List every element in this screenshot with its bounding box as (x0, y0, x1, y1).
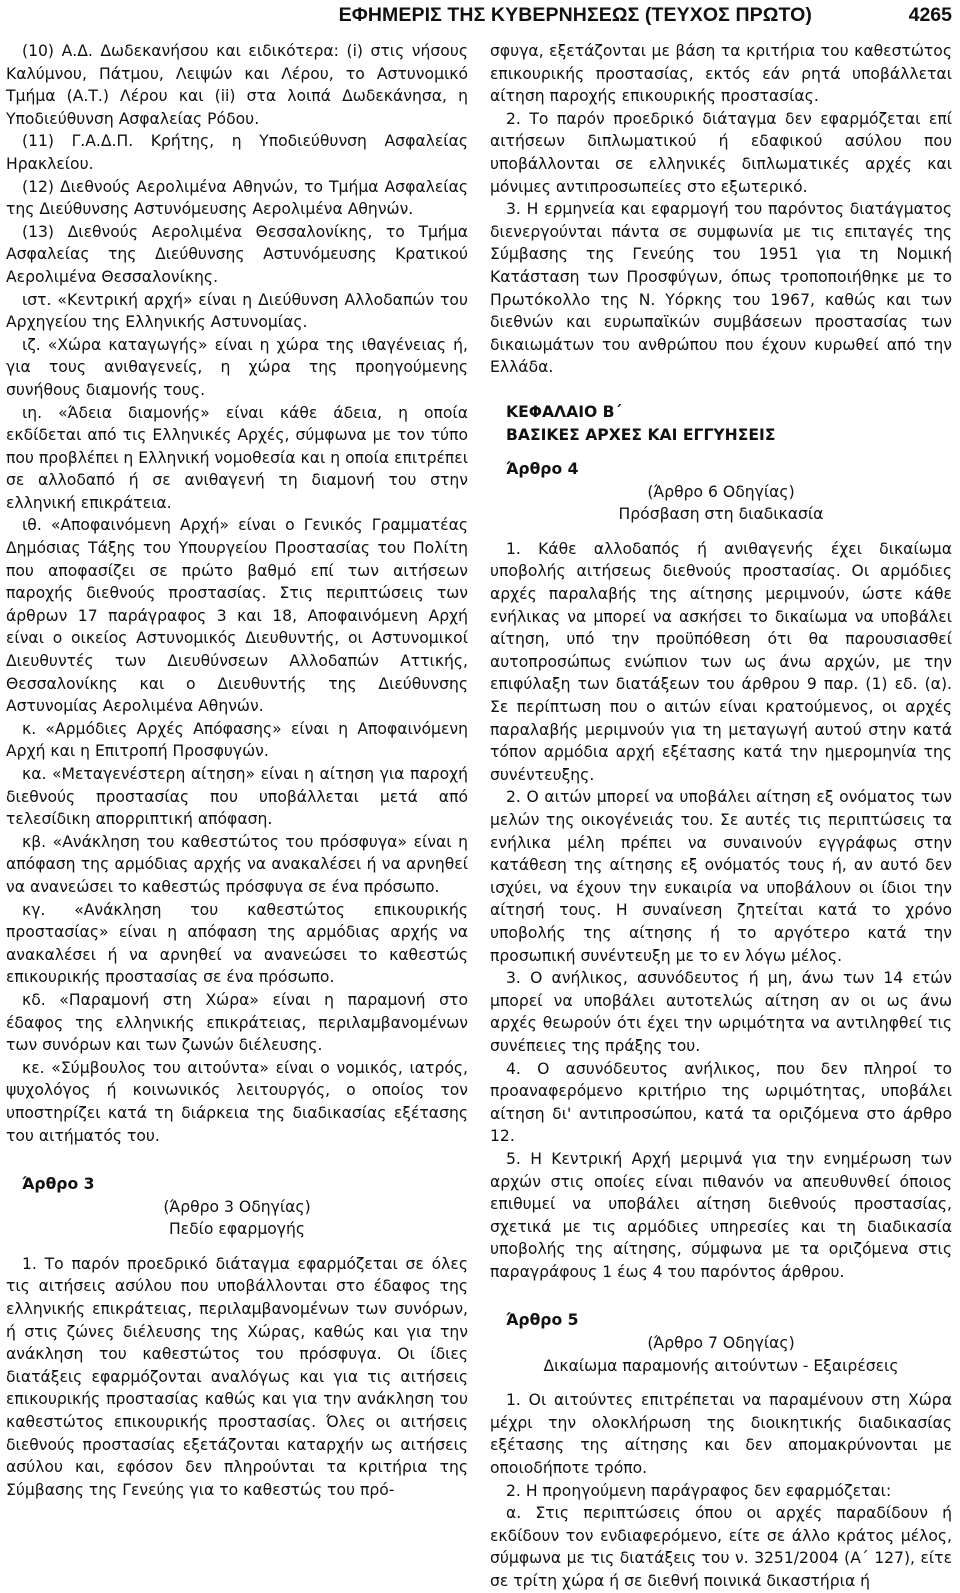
paragraph: κβ. «Ανάκληση του καθεστώτος του πρόσφυγα» είναι η απόφαση της αρμόδιας αρχής να ανακαλέσει ή να αρνηθεί να ανανεώσει το καθεστώς πρόσφυγα σε ένα πρόσωπο. (6, 832, 468, 896)
chapter-title: ΚΕΦΑΛΑΙΟ Β΄ (506, 402, 622, 421)
paragraph: κα. «Μεταγενέστερη αίτηση» είναι η αίτηση για παροχή διεθνούς προστασίας που υποβάλλεται μετά από τελεσίδικη απορριπτική απόφαση. (6, 765, 468, 829)
article-5-subtitle: Δικαίωμα παραμονής αιτούντων - Εξαιρέσεις (543, 1356, 899, 1375)
paragraph: (13) Διεθνούς Αερολιμένα Θεσσαλονίκης, το Τμήμα Ασφαλείας της Διεύθυνσης Αστυνόμευσης Κρατικού Αερολιμένα Θεσσαλονίκης. (6, 222, 468, 286)
paragraph: 5. Η Κεντρική Αρχή μεριμνά για την ενημέρωση των αρχών στις οποίες είναι πιθανόν να απευθυνθεί όποιος επιθυμεί να υποβάλει αίτηση διεθνούς προστασίας, σχετικά με τις αρμόδιες υπηρεσίες και τη διαδικασία υποβολής της αίτησης, σύμφωνα με τα οριζόμενα στις παραγράφους 1 έως 4 του παρόντος άρθρου. (490, 1149, 952, 1281)
article-5-ref: (Άρθρο 7 Οδηγίας) (647, 1334, 795, 1353)
paragraph: (10) Α.Δ. Δωδεκανήσου και ειδικότερα: (i) στις νήσους Καλύμνου, Πάτμου, Λειψών και Λέρου, το Αστυνομικό Τμήμα (Α.Τ.) Λέρου και (ii) στα λοιπά Δωδεκάνησα, η Υποδιεύθυνση Ασφαλείας Ρόδου. (6, 42, 468, 128)
article-3-title: Άρθρο 3 (22, 1175, 95, 1194)
paragraph: 3. Η ερμηνεία και εφαρμογή του παρόντος διατάγματος διενεργούνται πάντα σε συμφωνία με τις επιταγές της Σύμβασης της Γενεύης του 1951 για τη Νομική Κατάσταση των Προσφύγων, όπως τροποποιήθηκε με το Πρωτόκολλο της Ν. Υόρκης του 1967, καθώς και των διεθνών και ευρωπαϊκών συμβάσεων προστασίας των δικαιωμάτων του ανθρώπου που έχουν κυρωθεί από την Ελλάδα. (490, 200, 952, 377)
paragraph: ιθ. «Αποφαινόμενη Αρχή» είναι ο Γενικός Γραμματέας Δημόσιας Τάξης του Υπουργείου Προστασίας του Πολίτη που αποφασίζει σε πρώτο βαθμό επί των αιτήσεων παροχής διεθνούς προστασίας. Στις περιπτώσεις των άρθρων 17 παράγραφος 3 και 18, Αποφαινόμενη Αρχή είναι ο οικείος Αστυνομικός Διευθυντής, οι Αστυνομικοί Διευθυντές των Διευθύνσεων Αλλοδαπών Αττικής, Θεσσαλονίκης και ο Διευθυντής της Διεύθυνσης Αστυνομίας Αερολιμένα Αθηνών. (6, 516, 468, 716)
paragraph: κδ. «Παραμονή στη Χώρα» είναι η παραμονή στο έδαφος της ελληνικής επικράτειας, περιλαμβανομένων των συνόρων και των ζωνών διέλευσης. (6, 990, 468, 1055)
paragraph: 2. Το παρόν προεδρικό διάταγμα δεν εφαρμόζεται επί αιτήσεων διπλωματικού ή εδαφικού ασύλου που υποβάλλονται σε ελληνικές διπλωματικές αρχές και μόνιμες αντιπροσωπείες στο εξωτερικό. (490, 109, 952, 196)
paragraph: κγ. «Ανάκληση του καθεστώτος επικουρικής προστασίας» είναι η απόφαση της αρμόδιας αρχής να ανακαλέσει ή να αρνηθεί να ανανεώσει το καθεστώς επικουρικής προστασίας σε ένα πρόσωπο. (6, 900, 468, 987)
paragraph: ιζ. «Χώρα καταγωγής» είναι η χώρα της ιθαγένειας ή, για τους ανιθαγενείς, η χώρα της προηγούμενης συνήθους διαμονής τους. (6, 335, 468, 399)
paragraph: σφυγα, εξετάζονται με βάση τα κριτήρια του καθεστώτος επικουρικής προστασίας, εκτός εάν ρητά υποβάλλεται αίτηση παροχής επικουρικής προστασίας. (490, 42, 952, 106)
paragraph: 1. Το παρόν προεδρικό διάταγμα εφαρμόζεται σε όλες τις αιτήσεις ασύλου που υποβάλλονται στο έδαφος της ελληνικής επικράτειας, περιλαμβανομένων των συνόρων, ή στις ζώνες διέλευσης της Χώρας, καθώς και για την ανάκληση του καθεστώτος του πρόσφυγα. Οι ίδιες διατάξεις εφαρμόζονται αναλόγως και για τις αιτήσεις επικουρικής προστασίας καθώς και για την ανάκληση του καθεστώτος επικουρικής προστασίας. Όλες οι αιτήσεις διεθνούς προστασίας εξετάζονται καταρχήν ως αιτήσεις ασύλου και, εφόσον δεν πληρούνται τα κριτήρια της Σύμβασης της Γενεύης για το καθεστώς του πρό- (6, 1254, 468, 1499)
paragraph: ιστ. «Κεντρική αρχή» είναι η Διεύθυνση Αλλοδαπών του Αρχηγείου της Ελληνικής Αστυνομίας. (6, 290, 468, 332)
paragraph: 3. Ο ανήλικος, ασυνόδευτος ή μη, άνω των 14 ετών μπορεί να υποβάλει αυτοτελώς αίτηση αν οι ως άνω αρχές θεωρούν ότι έχει την ωριμότητα να αντιληφθεί τις συνέπειες της πράξης του. (490, 969, 952, 1055)
article-4-title: Άρθρο 4 (506, 460, 579, 479)
article-4-ref: (Άρθρο 6 Οδηγίας) (647, 482, 795, 501)
article-4-subtitle: Πρόσβαση στη διαδικασία (618, 505, 824, 524)
paragraph: 4. Ο ασυνόδευτος ανήλικος, που δεν πληροί το προαναφερόμενο κριτήριο της ωριμότητας, υποβάλει αίτηση δι' αντιπροσώπου, κατά τα οριζόμενα στο άρθρο 12. (490, 1059, 952, 1146)
article-3-subtitle: Πεδίο εφαρμογής (168, 1220, 306, 1239)
page-number: 4265 (908, 4, 952, 26)
paragraph: 1. Οι αιτούντες επιτρέπεται να παραμένουν στη Χώρα μέχρι την ολοκλήρωση της διοικητικής διαδικασίας εξέτασης της αίτησης και δεν απομακρύνονται με οποιοδήποτε τρόπο. (490, 1391, 952, 1478)
right-column (490, 40, 952, 1593)
paragraph: ιη. «Άδεια διαμονής» είναι κάθε άδεια, η οποία εκδίδεται από τις Ελληνικές Αρχές, σύμφωνα με τον τύπο που προβλέπει η Ελληνική νομοθεσία και η οποία επιτρέπει σε αλλοδαπό ή σε ανιθαγενή τη διαμονή του στην ελληνική επικράτεια. (6, 403, 468, 512)
paragraph: κε. «Σύμβουλος του αιτούντα» είναι ο νομικός, ιατρός, ψυχολόγος ή κοινωνικός λειτουργός, ο οποίος τον υποστηρίζει κατά τη διάρκεια της διαδικασίας εξέτασης του αιτήματός του. (6, 1058, 468, 1145)
left-column (6, 40, 468, 1501)
paragraph: 2. Η προηγούμενη παράγραφος δεν εφαρμόζεται: (506, 1481, 892, 1500)
paragraph: α. Στις περιπτώσεις όπου οι αρχές παραδίδουν ή εκδίδουν τον ενδιαφερόμενο, είτε σε άλλο κράτος μέλος, σύμφωνα με τις διατάξεις του ν. 3251/2004 (Α΄ 127), είτε σε τρίτη χώρα ή σε διεθνή ποινικά δικαστήρια ή (490, 1504, 952, 1590)
chapter-subtitle: ΒΑΣΙΚΕΣ ΑΡΧΕΣ ΚΑΙ ΕΓΓΥΗΣΕΙΣ (506, 425, 776, 444)
article-5-title: Άρθρο 5 (506, 1311, 579, 1330)
paragraph: (11) Γ.Α.Δ.Π. Κρήτης, η Υποδιεύθυνση Ασφαλείας Ηρακλείου. (6, 132, 468, 173)
paragraph: 1. Κάθε αλλοδαπός ή ανιθαγενής έχει δικαίωμα υποβολής αιτήσεως διεθνούς προστασίας. Οι αρμόδιες αρχές παραλαβής της αίτησης μεριμνούν, ώστε κάθε ενήλικας να μπορεί να ασκήσει το δικαίωμα να υποβάλει αίτηση, υπό την προϋπόθεση ότι θα παρουσιασθεί αυτοπροσώπως ενώπιον των ως άνω αρχών, με την επιφύλαξη των διατάξεων του άρθρου 9 παρ. (1) εδ. (α). Σε περίπτωση που ο αιτών είναι κρατούμενος, οι αρχές παραλαβής μεριμνούν για τη μεταγωγή αυτού στην κατά τόπον αρμόδια αρχή εξέτασης κατά την ημερομηνία της συνέντευξης. (490, 539, 952, 784)
paragraph: (12) Διεθνούς Αερολιμένα Αθηνών, το Τμήμα Ασφαλείας της Διεύθυνσης Αστυνόμευσης Αερολιμένα Αθηνών. (6, 177, 468, 219)
page-header (0, 0, 960, 34)
gazette-title: ΕΦΗΜΕΡΙΣ ΤΗΣ ΚΥΒΕΡΝΗΣΕΩΣ (ΤΕΥΧΟΣ ΠΡΩΤΟ) (338, 4, 812, 26)
article-3-ref: (Άρθρο 3 Οδηγίας) (163, 1197, 311, 1216)
paragraph: 2. Ο αιτών μπορεί να υποβάλει αίτηση εξ ονόματος των μελών της οικογένειάς του. Σε αυτές τις περιπτώσεις τα ενήλικα μέλη πρέπει να συναινούν εγγράφως στην κατάθεση της αίτησης εξ ονόματός τους ή, αν αυτό δεν ισχύει, να έχουν την ευκαιρία να υποβάλουν οι ίδιοι την αίτησή τους. Η συναίνεση ζητείται κατά το χρόνο υποβολής της αίτησης ή το αργότερο κατά την προσωπική συνέντευξη με το εν λόγω μέλος. (490, 788, 952, 965)
paragraph: κ. «Αρμόδιες Αρχές Απόφασης» είναι η Αποφαινόμενη Αρχή και η Επιτροπή Προσφυγών. (6, 719, 468, 761)
